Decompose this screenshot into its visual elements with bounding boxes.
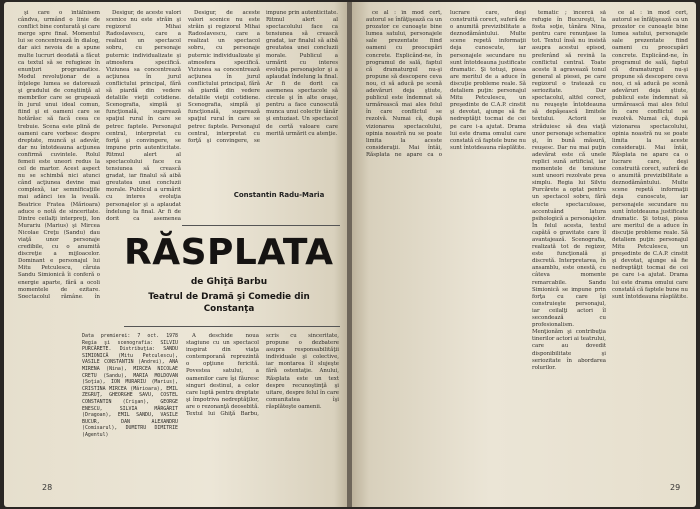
theatre-name: Teatrul de Dramă şi Comedie din Constanţa bbox=[148, 292, 310, 314]
play-author: de Ghiţă Barbu bbox=[190, 277, 268, 287]
right-page-number: 29 bbox=[670, 483, 681, 492]
right-columns-1-2 bbox=[366, 10, 526, 480]
title-rule-top bbox=[182, 225, 340, 226]
right-column-3-text: tematic ; încercă să refugie în Bucureşti, la fosta soţie, tânăra Nina, pentru care renunţase la tot. Textul însă nu insistă asupra acestui episod, preferând să revină la conflictul central. Toate aceste li agravează tonul general al piesei, pe care regizorul o tratează cu seriozitate. Dar spectacolul, altfel corect, nu reuşeşte întotdeauna să depăşească limitele textului. Actorii se străduiesc să dea viaţă unor personaje schematice şi, în bună măsură, reuşesc. Dar nu mai puţin adevărat este că unele replici sună artificial, iar momentele de tensiune sunt uneori rezolvate prea simplu. Regia lui Silviu Purcărete a optat pentru un spectacol sobru, fără efecte spectaculoase, accentuând latura psihologică a personajelor. În felul acesta, textul capătă o gravitate care îl avantajează. Scenografia, realizată tot de regizor, este funcţională şi discretă. Interpretarea, în ansamblu, este onestă, cu câteva momente remarcabile. Sandu Simionică se impune prin forţa cu care îşi construieşte personajul, iar ceilalţi actori îl secondează cu profesionalism. Menţionăm şi contribuţia tinerilor actori ai teatrului, care au dovedit disponibilitate şi seriozitate în abordarea rolurilor. bbox=[532, 10, 606, 371]
article-title: RĂSPLATA bbox=[124, 232, 334, 273]
left-column-2-text: Desigur, de aceste valori scenice nu este străin şi regizorul Mihai Radoslavescu, care a realizat un spectacol sobru, cu personaje puternic individualizate şi atmosfera specifică. Viziunea sa concentrează acţiunea în jurul conflictului principal, fără să piardă din vedere detaliile vieţii cotidiene. Scenografia, simplă şi funcţională, sugerează spaţiul rural în care se petrec faptele. Personajul central, interpretat cu forţă şi convingere, se impune prin autenticitate. Ritmul alert al spectacolului face ca tensiunea să crească gradat, iar finalul să aibă greutatea unei concluzii morale. Publicul a urmărit cu interes evoluţia personajelor şi a aplaudat îndelung la final. Ar fi de dorit ca asemenea bbox=[106, 10, 181, 222]
left-column-3-upper bbox=[188, 10, 338, 188]
right-column-4 bbox=[612, 10, 688, 480]
right-column-1-text: ce al : în mod cert, autorul se înfăţişează ca un prozator ce cunoaşte bine lumea satului, personajele sale prezentate fiind oameni cu preocupări concrete. Explicând-ne, în programul de sală, faptul că dramaturgul nu-şi propune să descopere ceva nou, ci să aducă pe scenă adevăruri deja ştiute, publicul este îndemnat să urmărească mai ales felul în care conflictul se rezolvă. Numai că, după vizionarea spectacolului, opinia noastră nu se poate limita la aceste consideraţii. Mai întâi, Răsplata ne apare ca o lucrare care, deşi construită corect, suferă de o anumită previzibilitate a deznodământului. Multe scene repetă informaţii deja cunoscute, iar personajele secundare nu sunt întotdeauna justificate dramatic. Şi totuşi, piesa are meritul de a aduce în discuţie probleme reale. Să detaliem puţin: personajul Mitu Petculescu, un preşedinte de C.A.P. cinstit şi devotat, ajunge să fie nedreptăţit tocmai de cei pe care i-a ajutat. Drama lui este drama omului care constată că faptele bune nu sunt întotdeauna răsplătite. bbox=[366, 10, 526, 158]
left-column-3-lower bbox=[186, 333, 339, 481]
book-spread bbox=[4, 2, 696, 507]
right-page bbox=[352, 2, 696, 507]
left-column-3-lower-text: A deschide noua stagiune cu un spectacol inspirat din viaţa contemporană reprezintă o opţiune fericită. Povestea satului, a oamenilor care îşi făuresc singuri destinul, a celor care luptă pentru dreptate şi împotriva nedreptăţilor, are o rezonanţă deosebită. Textul lui Ghiţă Barbu, scris cu sinceritate, propune o dezbatere asupra responsabilităţii individuale şi colective, iar montarea îl slujeşte fără ostentaţie. Anului, Răsplata este un text despre recunoştinţă şi uitare, despre felul în care comunitatea îşi răsplăteşte oamenii. bbox=[186, 333, 339, 418]
left-page bbox=[4, 2, 348, 507]
author-signature: Constantin Radu-Maria bbox=[233, 191, 325, 199]
production-credits: Data premierei: 7 oct. 1978 Regia şi scenografia: SILVIU PURCĂRETE. Distribuţia: SANDU SIMIONICĂ (Mitu Petculescu), VASILE CONSTANTIN (Andrei), ANA MIRENA (Nina), MIRCEA NICOLAE CRETU (Sandu), MARIA MOLDOVAN (Soţia), ION MURARIU (Marius), CRISTINA MIRCEA (Mărioara), EMIL ZEGRUŢ, GHEORGHE SAVU, COSTEL CONSTANTIN (Crişan), GEORGE ENESCU, SILVIA MĂRGĂRIT (Dragoan), EMIL SANDU, VASILE BUCUR, DAN ALEXANDRU (Comisarul), DUMITRU DIMITRIE (Agentul) bbox=[82, 333, 178, 438]
left-column-1 bbox=[18, 10, 100, 298]
left-column-3-upper-text: Desigur, de aceste valori scenice nu este străin şi regizorul Mihai Radoslavescu, care a realizat un spectacol sobru, cu personaje puternic individualizate şi atmosfera specifică. Viziunea sa concentrează acţiunea în jurul conflictului principal, fără să piardă din vedere detaliile vieţii cotidiene. Scenografia, simplă şi funcţională, sugerează spaţiul rural în care se petrec faptele. Personajul central, interpretat cu forţă şi convingere, se impune prin autenticitate. Ritmul alert al spectacolului face ca tensiunea să crească gradat, iar finalul să aibă greutatea unei concluzii morale. Publicul a urmărit cu interes evoluţia personajelor şi a aplaudat îndelung la final. Ar fi de dorit ca asemenea spectacole să circule şi în alte oraşe, pentru a face cunoscută munca unui colectiv tânăr şi entuziast. Un spectacol de certă valoare care merită urmărit cu atenţie. bbox=[188, 10, 338, 144]
title-rule-bottom bbox=[124, 326, 340, 327]
left-page-number: 28 bbox=[42, 483, 53, 492]
left-column-1-text: şi care o întâlnisem cândva, urmând o linie de conflict bine conturată şi care merge spre final. Momentul lui se concentrează în dialog, dar aici nevoia de a spune multe lucruri deodată a făcut ca textul să se refugieze în enunţuri programatice. Modul revoluţionar de a înţelege lumea se datorează şi gradului de conştiinţă al membrilor care se grupează în jurul unui ideal comun, fiind şi ei oameni care se hotărăsc să facă ceea ce trebuie. Scena este plină de oameni care vorbesc despre dreptate, muncă şi adevăr, dar nu întotdeauna acţiunea confirmă cuvintele. Rolul femeii este uneori redus la cel de martor. Acest aspect nu se schimbă nici atunci când acţiunea devine mai complexă, iar semnificaţiile mai adânci ies la iveală. Beatrice Fratea (Mărioara) aduce o notă de sinceritate. Dintre ceilalţi interpreţi, Ion Murariu (Marius) şi Mircea Nicolae Creţu (Sandu) dau viaţă unor personaje credibile, cu o anumită discreţie a mijloacelor. Dominant e personajul lui Mitu Petculescu, căruia Sandu Simionică îi conferă o energie aparte, fără a ocoli momentele de ezitare. Spectacolul rămâne, în bbox=[18, 10, 100, 298]
left-column-2 bbox=[106, 10, 181, 222]
right-column-3 bbox=[532, 10, 606, 480]
right-column-4-text: ce al : în mod cert, autorul se înfăţişează ca un prozator ce cunoaşte bine lumea satului, personajele sale prezentate fiind oameni cu preocupări concrete. Explicând-ne, în programul de sală, faptul că dramaturgul nu-şi propune să descopere ceva nou, ci să aducă pe scenă adevăruri deja ştiute, publicul este îndemnat să urmărească mai ales felul în care conflictul se rezolvă. Numai că, după vizionarea spectacolului, opinia noastră nu se poate limita la aceste consideraţii. Mai întâi, Răsplata ne apare ca o lucrare care, deşi construită corect, suferă de o anumită previzibilitate a deznodământului. Multe scene repetă informaţii deja cunoscute, iar personajele secundare nu sunt întotdeauna justificate dramatic. Şi totuşi, piesa are meritul de a aduce în discuţie probleme reale. Să detaliem puţin: personajul Mitu Petculescu, un preşedinte de C.A.P. cinstit şi devotat, ajunge să fie nedreptăţit tocmai de cei pe care i-a ajutat. Drama lui este drama omului care constată că faptele bune nu sunt întotdeauna răsplătite. bbox=[612, 10, 688, 300]
